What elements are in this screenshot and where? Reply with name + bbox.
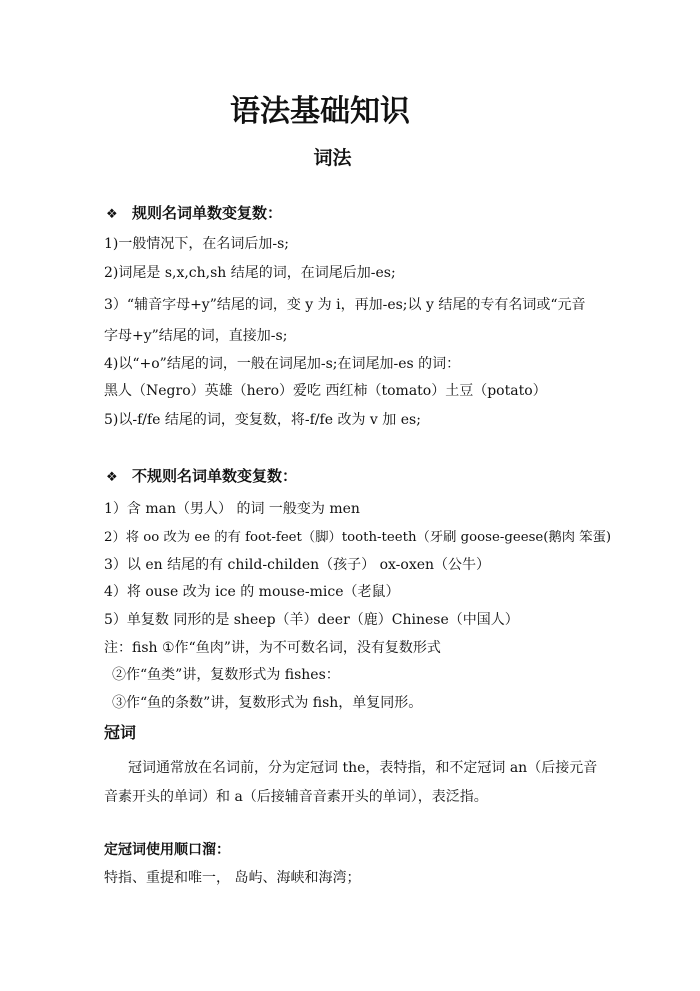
section-irregular-plural-heading [106,467,297,487]
fish-note-line: ③作“鱼的条数”讲，复数形式为 fish，单复同形。 [112,695,423,711]
diamond-bullet-icon: ❖ [106,207,118,222]
regular-rule-line: 字母+y”结尾的词，直接加-s; [104,328,288,344]
regular-rule-line: 4)以“+o”结尾的词，一般在词尾加-s;在词尾加-es 的词： [104,356,461,372]
regular-rule-line: 2)词尾是 s,x,ch,sh 结尾的词，在词尾后加-es; [104,265,396,281]
irregular-rule-line: 3）以 en 结尾的有 child-childen（孩子） ox-oxen（公牛） [104,557,491,573]
article-paragraph-line: 冠词通常放在名词前，分为定冠词 the，表特指，和不定冠词 an（后接元音 [128,760,598,776]
page-subtitle: 词法 [313,147,352,169]
section-regular-plural-title: 规则名词单数变复数： [132,204,283,222]
irregular-rule-line: 2）将 oo 改为 ee 的有 foot-feet（脚）tooth-teeth（牙刷 goose-geese(鹅肉 笨蛋) [104,530,612,545]
article-heading: 冠词 [104,723,137,742]
diamond-bullet-icon: ❖ [106,470,118,485]
definite-article-rhyme-line: 特指、重提和唯一， 岛屿、海峡和海湾； [104,870,361,886]
irregular-rule-line: 5）单复数 同形的是 sheep（羊）deer（鹿）Chinese（中国人） [104,612,519,628]
regular-rule-line: 1)一般情况下，在名词后加-s; [104,236,290,252]
regular-rule-line: 黑人（Negro）英雄（hero）爱吃 西红柿（tomato）土豆（potato） [104,383,547,399]
irregular-rule-line: 4）将 ouse 改为 ice 的 mouse-mice（老鼠） [104,584,400,600]
fish-note-line: 注：fish ①作“鱼肉”讲，为不可数名词，没有复数形式 [104,640,441,656]
irregular-rule-line: 1）含 man（男人） 的词 一般变为 men [104,501,360,517]
article-paragraph-line: 音素开头的单词）和 a（后接辅音音素开头的单词），表泛指。 [104,789,488,805]
page-title: 语法基础知识 [230,94,410,129]
section-regular-plural-heading [106,204,282,224]
regular-rule-line: 5)以-f/fe 结尾的词，变复数，将-f/fe 改为 v 加 es; [104,412,421,428]
regular-rule-line: 3）“辅音字母+y”结尾的词，变 y 为 i，再加-es;以 y 结尾的专有名词或“元音 [104,297,586,313]
definite-article-heading: 定冠词使用顺口溜： [104,842,230,858]
fish-note-line: ②作“鱼类”讲，复数形式为 fishes： [112,667,340,683]
section-irregular-plural-title: 不规则名词单数变复数： [132,467,298,485]
